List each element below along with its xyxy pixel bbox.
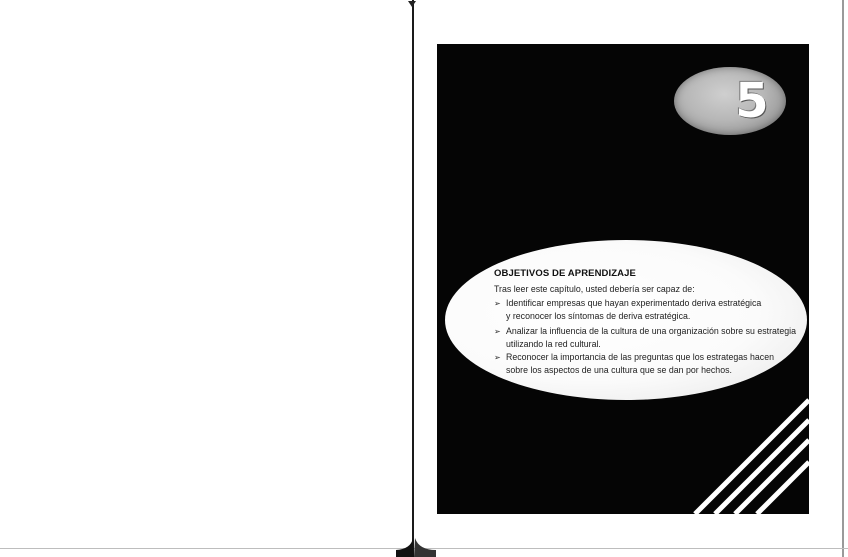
chapter-number: 5 (735, 73, 769, 129)
objective-line: Reconocer la importancia de las preguntas que los estrategas hacen (506, 352, 774, 362)
arrowhead-bullet-icon: ➢ (494, 353, 501, 362)
objective-item (494, 297, 761, 322)
objective-line: sobre los aspectos de una cultura que se dan por hechos. (506, 365, 732, 375)
objectives-title: OBJETIVOS DE APRENDIZAJE (494, 268, 636, 279)
stripe-3 (735, 440, 809, 514)
objective-item (494, 325, 796, 350)
arrowhead-bullet-icon: ➢ (494, 327, 501, 336)
bottom-rule-left (0, 548, 412, 549)
objective-line: Analizar la influencia de la cultura de una organización sobre su estrategia (506, 326, 796, 336)
arrowhead-bullet-icon: ➢ (494, 299, 501, 308)
stripe-1 (695, 400, 809, 514)
left-blank-page (0, 0, 412, 557)
objective-line: Identificar empresas que hayan experimentado deriva estratégica (506, 298, 762, 308)
bottom-rule-right (414, 548, 848, 549)
book-gutter-line (412, 0, 414, 557)
objectives-intro: Tras leer este capítulo, usted debería ser capaz de: (494, 284, 695, 294)
chapter-opener-panel (437, 44, 809, 514)
stripe-2 (715, 420, 809, 514)
top-fold-mark-icon (407, 0, 417, 8)
page-edge-line (842, 0, 844, 557)
objective-line: y reconocer los síntomas de deriva estratégica. (506, 311, 691, 321)
objective-item (494, 351, 774, 376)
objective-line: utilizando la red cultural. (506, 339, 601, 349)
page-fold-mark-icon (396, 538, 436, 557)
chapter-number-badge (674, 67, 786, 135)
stripe-4 (757, 462, 809, 514)
